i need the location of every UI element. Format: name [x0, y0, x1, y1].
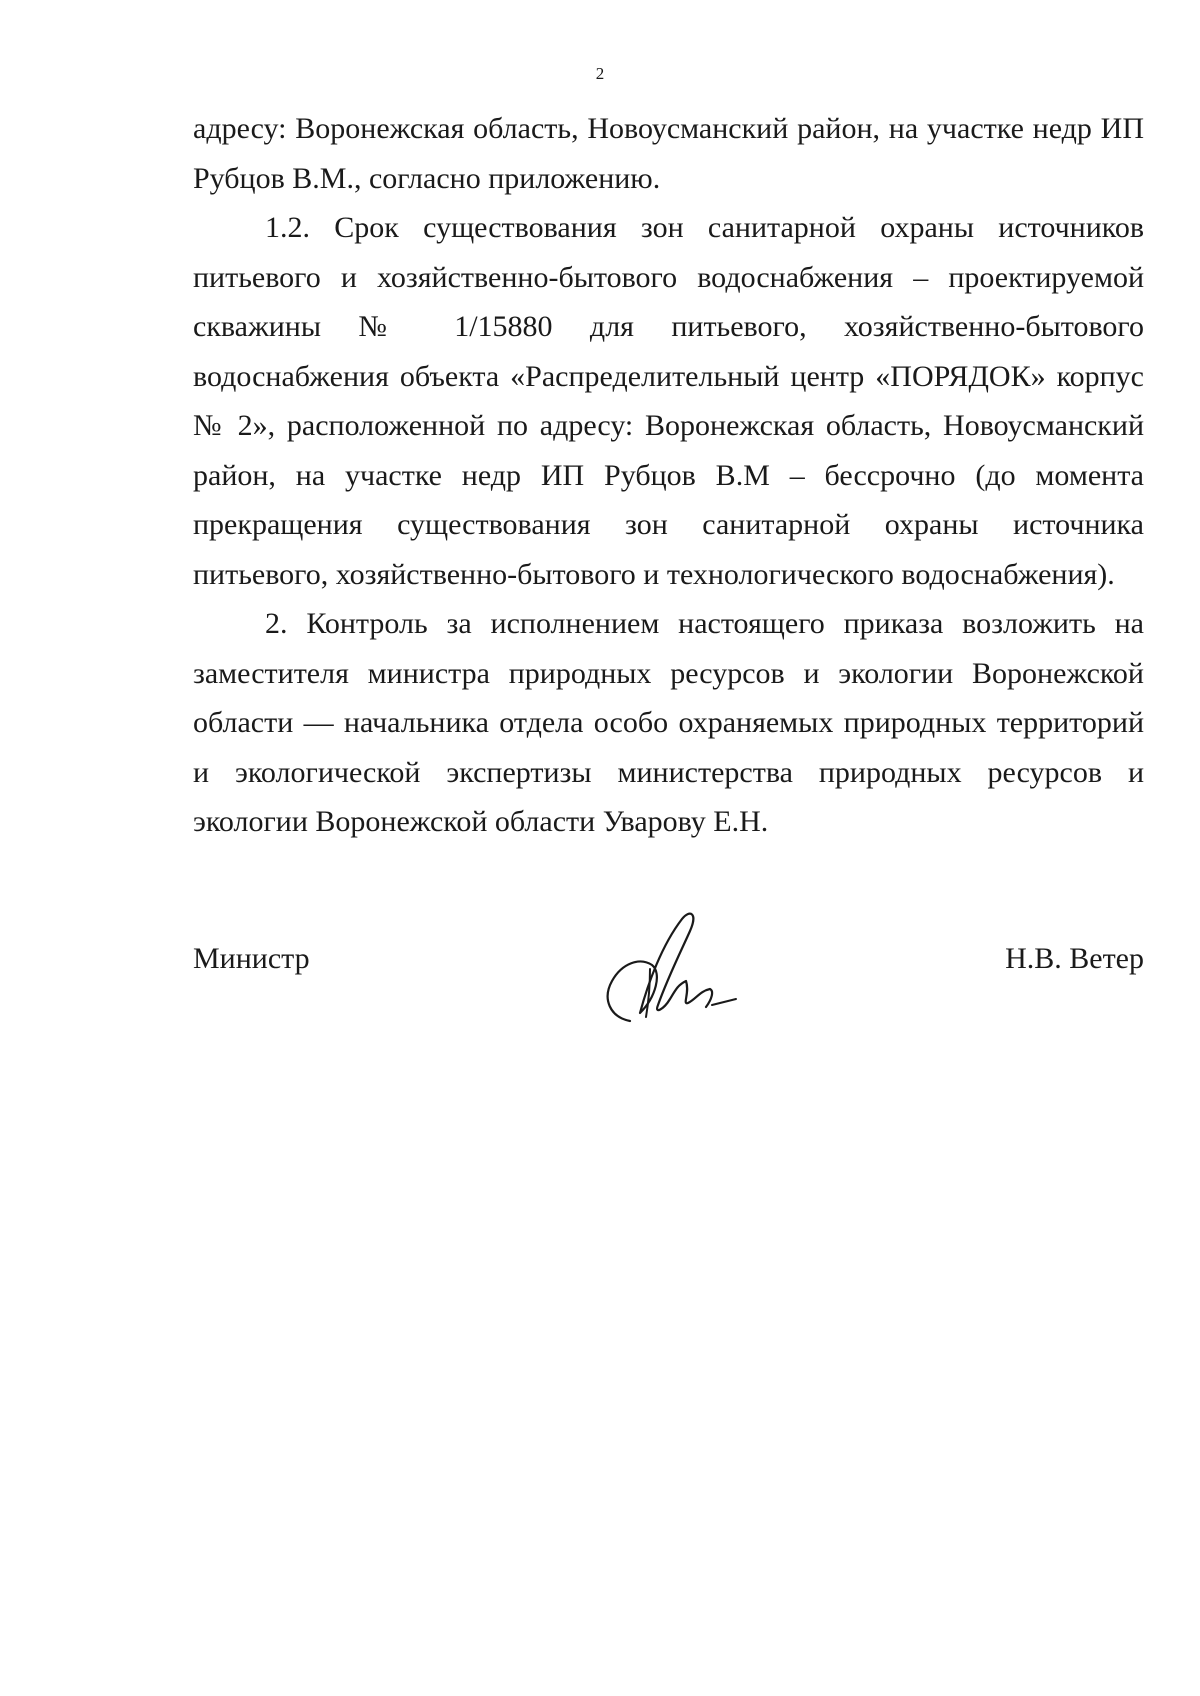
paragraph-1-2-term: 1.2. Срок существования зон санитарной охраны источников питьевого и хозяйственно-бытового водоснабжения – проектируемой скважины № 1/15880 для питьевого, хозяйственно-бытового водоснабжения объекта «Распределительный центр «ПОРЯДОК» корпус № 2», расположенной по адресу: Воронежская область, Новоусманский район, на участке недр ИП Рубцов В.М – бессрочно (до момента прекращения существования зон санитарной охраны источника питьевого, хозяйственно-бытового и технологического водоснабжения). — [193, 211, 1144, 591]
page-number: 2 — [595, 64, 605, 83]
paragraph-address-continuation: адресу: Воронежская область, Новоусманский район, на участке недр ИП Рубцов В.М., согласно приложению. — [193, 112, 1144, 195]
document-body — [193, 104, 1144, 847]
signatory-title: Министр — [193, 942, 310, 975]
handwritten-signature — [578, 905, 748, 1030]
signatory-name: Н.В. Ветер — [1005, 942, 1144, 975]
paragraph-2-control: 2. Контроль за исполнением настоящего приказа возложить на заместителя министра природных ресурсов и экологии Воронежской области — начальника отдела особо охраняемых природных территорий и экологической экспертизы министерства природных ресурсов и экологии Воронежской области Уварову Е.Н. — [193, 607, 1144, 838]
signature-block — [193, 905, 1144, 1035]
